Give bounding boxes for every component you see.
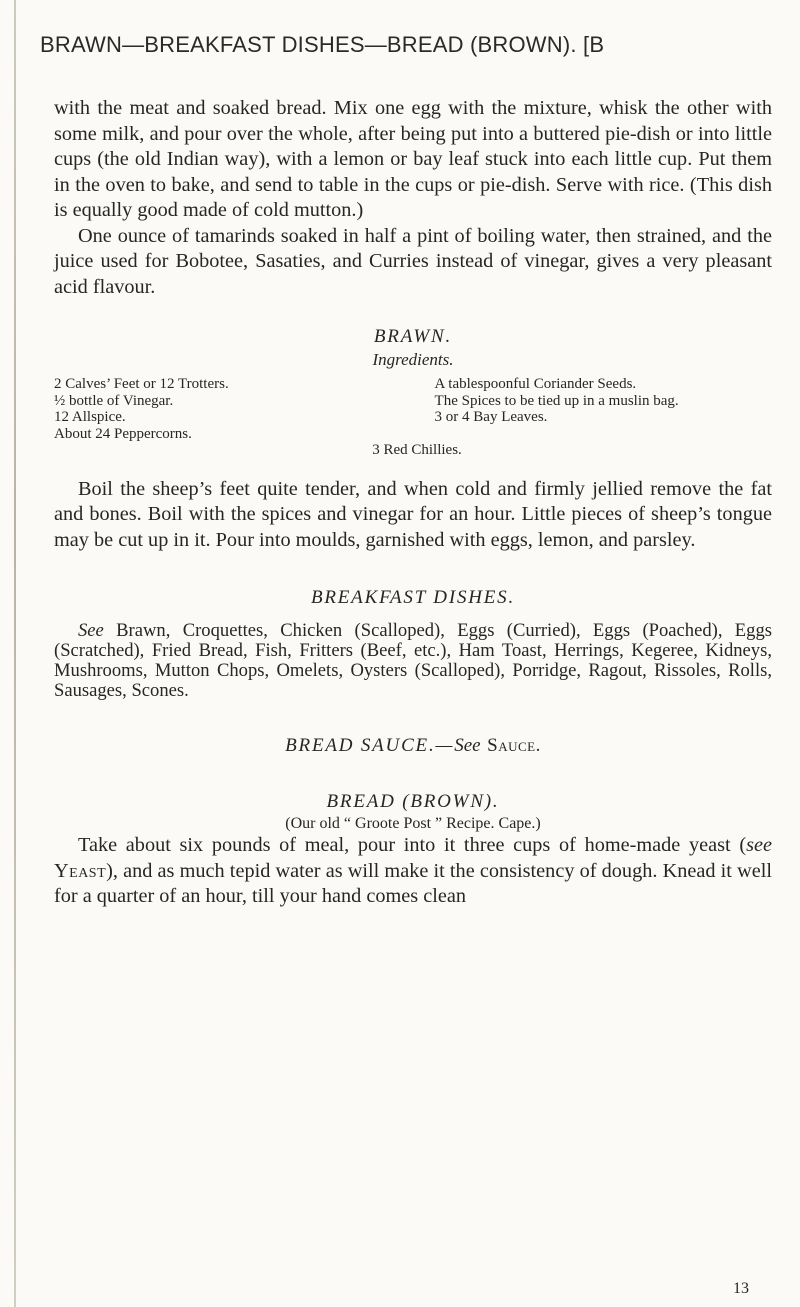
ingredient-item: About 24 Peppercorns. bbox=[54, 425, 192, 442]
intro-paragraph: with the meat and soaked bread. Mix one egg with the mixture, whisk the other with some milk, and pour over the whole, after being put into a buttered pie-dish or into little cups (the old Indian way), with a lemon or bay leaf stuck into each little cup. Put them in the oven to bake, and send to table in the cups or pie-dish. Serve with rice. (This dish is equally good made of cold mutton.) bbox=[54, 97, 772, 221]
ingredient-item: 12 Allspice. bbox=[54, 409, 126, 425]
ingredients-left-column bbox=[54, 376, 399, 442]
bread-text-part: Take about six pounds of meal, pour into it three cups of home-made yeast ( bbox=[78, 834, 747, 856]
brawn-ingredients bbox=[54, 376, 772, 442]
see-reference: See bbox=[454, 735, 481, 756]
ingredient-item: 2 Calves’ Feet or 12 Trotters. bbox=[54, 376, 229, 392]
ingredient-item: A tablespoonful Coriander Seeds. bbox=[434, 376, 637, 392]
breakfast-list bbox=[54, 621, 772, 701]
page-content bbox=[54, 96, 772, 910]
breakfast-dishes: Brawn, Croquettes, Chicken (Scalloped), Eggs (Curried), Eggs (Poached), Eggs (Scratched), Fried Bread, Fish, Fritters (Beef, etc.), Ham Toast, Herrings, Kegeree, Kidneys, Mushrooms, Mutton Chops, Omelets, Oysters (Scalloped), Porridge, Ragout, Rissoles, Rolls, Sausages, Scones. bbox=[54, 620, 772, 701]
tamarind-paragraph: One ounce of tamarinds soaked in half a pint of boiling water, then strained, and the juice used for Bobotee, Sasaties, and Curries instead of vinegar, gives a very pleasant acid flavour. bbox=[54, 224, 772, 298]
page-number: 13 bbox=[733, 1280, 749, 1297]
bread-text-part: ), and as much tepid water as will make it the consistency of dough. Knead it well for a quarter of an hour, till your hand comes clean bbox=[54, 859, 772, 907]
brawn-ingredients-heading: Ingredients. bbox=[372, 350, 454, 369]
ingredient-item: 3 or 4 Bay Leaves. bbox=[434, 409, 548, 425]
brawn-method: Boil the sheep’s feet quite tender, and when cold and firmly jellied remove the fat and bones. Boil with the spices and vinegar for an hour. Little pieces of sheep’s tongue may be cut up in it. Pour into moulds, garnished with eggs, lemon, and parsley. bbox=[54, 477, 772, 551]
breakfast-title: BREAKFAST DISHES. bbox=[310, 587, 516, 608]
see-reference: See bbox=[78, 620, 104, 641]
bread-sauce-title: BREAD SAUCE.— bbox=[285, 735, 455, 756]
bread-brown-method bbox=[54, 833, 772, 910]
page-spine-shadow bbox=[14, 0, 16, 1307]
ingredient-item-last: 3 Red Chillies. bbox=[372, 442, 462, 458]
ingredients-right-column bbox=[435, 376, 772, 442]
ingredient-item: ½ bottle of Vinegar. bbox=[54, 392, 174, 409]
bread-sauce-heading bbox=[54, 735, 772, 757]
ingredient-item: The Spices to be tied up in a muslin bag. bbox=[434, 392, 679, 409]
sauce-reference: Sauce. bbox=[487, 735, 541, 756]
recipe-source-note: (Our old “ Groote Post ” Recipe. Cape.) bbox=[285, 815, 541, 832]
bread-brown-title: BREAD (BROWN). bbox=[326, 791, 500, 812]
see-reference: see bbox=[746, 834, 772, 856]
brawn-title: BRAWN. bbox=[373, 326, 453, 347]
yeast-reference: Yeast bbox=[54, 859, 107, 882]
running-header: BRAWN—BREAKFAST DISHES—BREAD (BROWN). [B bbox=[40, 32, 605, 57]
